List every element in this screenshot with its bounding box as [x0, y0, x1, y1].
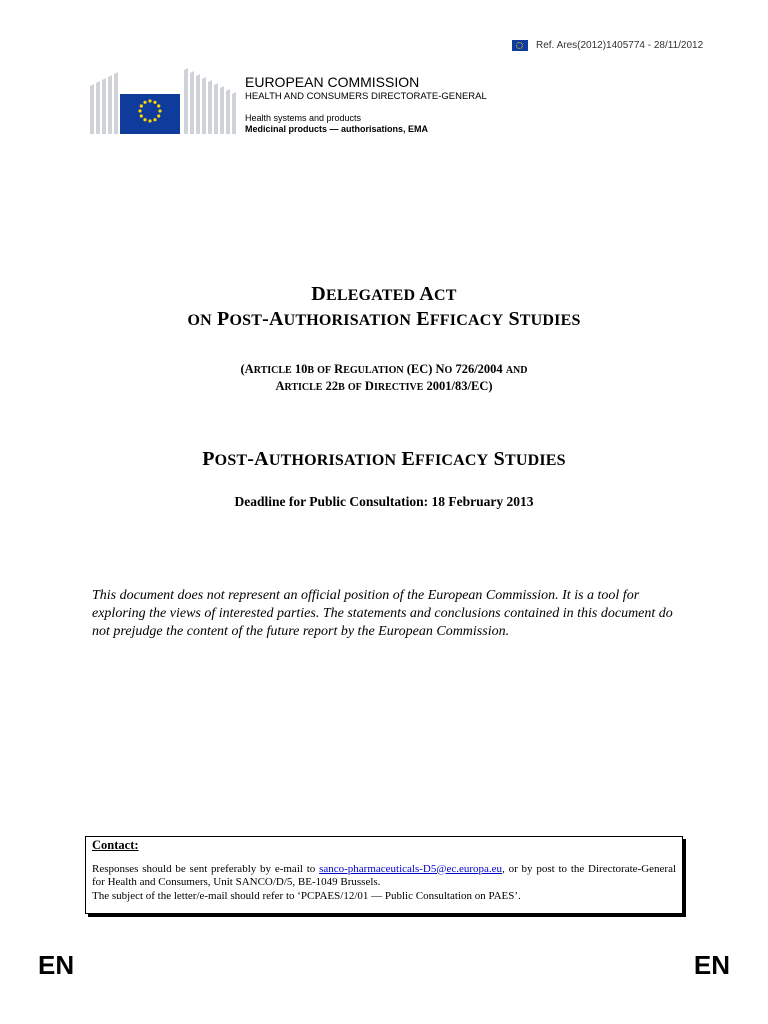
document-title-line-2: ON POST-AUTHORISATION EFFICACY STUDIES [187, 308, 581, 330]
unit-name: Health systems and products [245, 113, 362, 123]
eu-flag-icon [512, 40, 528, 51]
legal-basis-line-2: ARTICLE 22B OF DIRECTIVE 2001/83/EC) [275, 379, 493, 393]
contact-heading: Contact: [92, 838, 139, 852]
consultation-deadline: Deadline for Public Consultation: 18 February 2013 [234, 494, 534, 509]
language-marker-right: EN [693, 950, 730, 980]
section-heading: POST-AUTHORISATION EFFICACY STUDIES [202, 448, 566, 470]
disclaimer-text: This document does not represent an official position of the European Commission. It is a tool for exploring the views of interested parties. The statements and conclusions contained in this document do not prejudge the content of the future report by the European Commission. [92, 588, 673, 639]
directorate-general: HEALTH AND CONSUMERS DIRECTORATE-GENERAL [245, 91, 487, 102]
document-title-line-1: DELEGATED ACT [311, 283, 457, 305]
contact-subject-note: The subject of the letter/e-mail should refer to ‘PCPAES/12/01 — Public Consultation on PAES’. [92, 889, 521, 902]
language-marker-left: EN [38, 950, 75, 980]
legal-basis-line-1: (ARTICLE 10B OF REGULATION (EC) NO 726/2004 AND [240, 362, 528, 376]
european-commission-logo [90, 68, 240, 136]
contact-instructions: Responses should be sent preferably by e-mail to sanco-pharmaceuticals-D5@ec.europa.eu, or by post to the Directorate-General for Health and Consumers, Unit SANCO/D/5, BE-1049 Brussels. [92, 862, 677, 888]
reference-stamp [512, 38, 703, 52]
sub-unit-name: Medicinal products — authorisations, EMA [245, 124, 429, 134]
reference-text: Ref. Ares(2012)1405774 - 28/11/2012 [536, 39, 704, 51]
organisation-name: EUROPEAN COMMISSION [245, 74, 420, 90]
contact-box [85, 836, 683, 914]
department-header [245, 74, 487, 135]
contact-email-link[interactable]: sanco-pharmaceuticals-D5@ec.europa.eu [319, 862, 503, 875]
